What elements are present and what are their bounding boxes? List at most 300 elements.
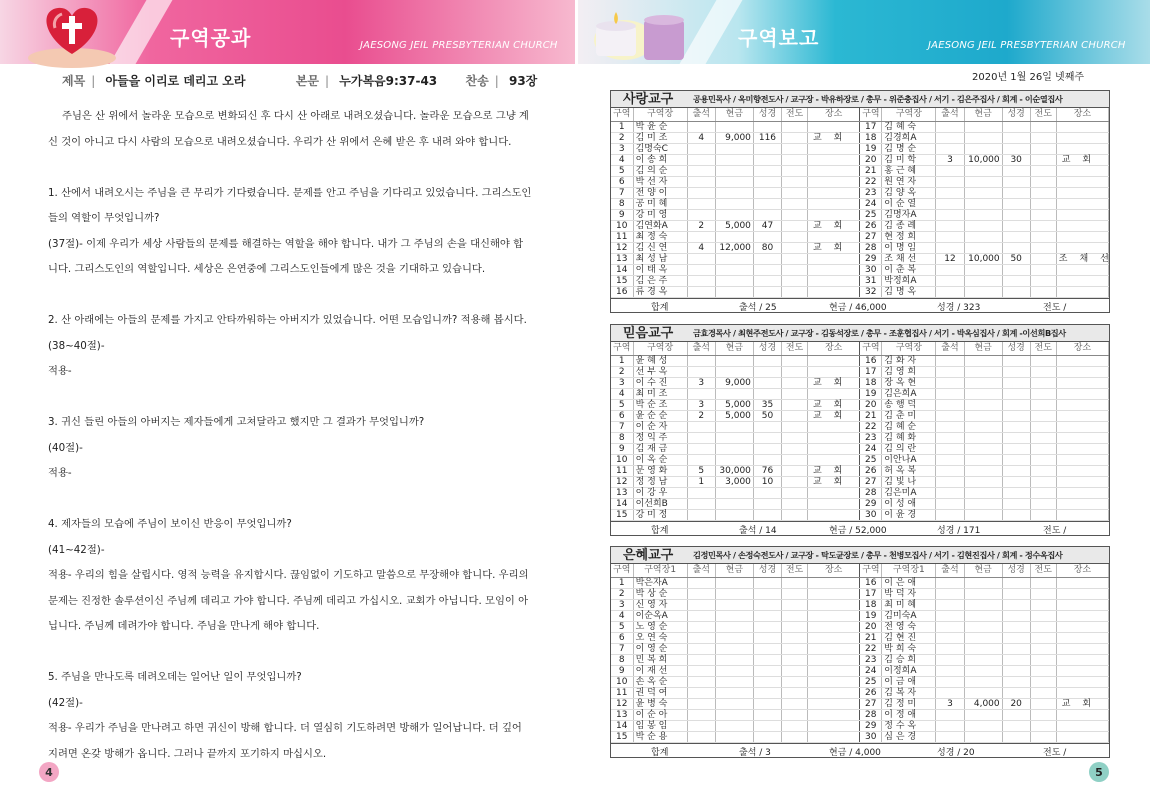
cell-att <box>936 632 964 643</box>
cell-evan <box>1030 377 1056 388</box>
cell-bible <box>1002 643 1030 654</box>
column-header: 구역 <box>611 564 633 577</box>
cell-att <box>936 410 964 421</box>
cell-att <box>687 676 715 687</box>
cell-no: 18 <box>860 377 882 388</box>
lesson-page <box>0 64 575 792</box>
cell-evan <box>1030 621 1056 632</box>
lesson-line: 적용- 우리의 힘을 살립시다. 영적 능력을 유지합시다. 끊임없이 기도하고 말씀으로 무장해야 합니다. 우리의 <box>48 569 529 581</box>
cell-place <box>1056 454 1108 465</box>
cell-leader: 박 상 순 <box>633 588 687 599</box>
cell-leader: 이 성 애 <box>882 498 936 509</box>
table-row <box>611 731 1109 742</box>
cell-evan <box>1030 165 1056 176</box>
cell-att <box>687 187 715 198</box>
cell-cash <box>715 588 753 599</box>
cell-place <box>808 610 860 621</box>
cell-no: 10 <box>611 676 633 687</box>
table-row <box>611 143 1109 154</box>
cell-att <box>687 421 715 432</box>
cell-att <box>936 588 964 599</box>
cell-place <box>1056 242 1108 253</box>
cell-place <box>1056 366 1108 377</box>
cell-att <box>936 286 964 297</box>
cell-leader: 이 순 아 <box>633 709 687 720</box>
cell-att <box>936 231 964 242</box>
cell-evan <box>1030 198 1056 209</box>
cell-att <box>936 264 964 275</box>
column-header: 성경 <box>753 108 781 121</box>
cell-bible <box>753 676 781 687</box>
cell-leader: 이 춘 복 <box>882 264 936 275</box>
cell-no: 27 <box>860 698 882 709</box>
table-row <box>611 165 1109 176</box>
table-row <box>611 621 1109 632</box>
column-header: 구역장 <box>633 342 687 355</box>
table-row <box>611 209 1109 220</box>
cell-cash <box>715 599 753 610</box>
district-totals <box>611 298 1109 312</box>
cell-att <box>687 388 715 399</box>
cell-no: 27 <box>860 476 882 487</box>
cell-no: 29 <box>860 720 882 731</box>
table-row <box>611 632 1109 643</box>
cell-no: 1 <box>611 121 633 132</box>
cell-place <box>808 720 860 731</box>
cell-bible <box>753 443 781 454</box>
cell-cash: 30,000 <box>715 465 753 476</box>
cell-cash <box>715 432 753 443</box>
table-row <box>611 242 1109 253</box>
cell-leader: 박정희A <box>882 275 936 286</box>
cell-place <box>808 421 860 432</box>
cell-cash <box>964 676 1002 687</box>
cell-place <box>1056 476 1108 487</box>
cell-evan <box>1030 487 1056 498</box>
cell-leader: 김명자A <box>882 209 936 220</box>
cell-evan <box>1030 421 1056 432</box>
cell-att <box>687 720 715 731</box>
cell-place <box>808 231 860 242</box>
cell-att <box>687 698 715 709</box>
cell-bible <box>1002 355 1030 366</box>
cell-leader: 원 연 자 <box>882 176 936 187</box>
cell-bible <box>753 632 781 643</box>
cell-bible <box>753 665 781 676</box>
cell-bible <box>753 154 781 165</box>
cell-cash <box>964 176 1002 187</box>
cell-leader: 이 정 애 <box>882 709 936 720</box>
total-cash: 현금 / 4,000 <box>829 747 881 758</box>
cell-cash <box>715 198 753 209</box>
cell-place <box>1056 687 1108 698</box>
cell-place <box>808 366 860 377</box>
cell-no: 20 <box>860 399 882 410</box>
cell-leader: 김은희A <box>882 388 936 399</box>
cell-att <box>936 399 964 410</box>
column-header: 전도 <box>781 342 807 355</box>
cell-cash: 3,000 <box>715 476 753 487</box>
cell-leader: 선 부 옥 <box>633 366 687 377</box>
cell-no: 15 <box>611 731 633 742</box>
cell-no: 15 <box>611 509 633 520</box>
cell-leader: 김미숙A <box>882 610 936 621</box>
cell-place <box>808 432 860 443</box>
cell-bible <box>1002 187 1030 198</box>
cell-bible <box>753 654 781 665</box>
cell-cash <box>715 577 753 588</box>
cell-place <box>1056 220 1108 231</box>
cell-place <box>1056 720 1108 731</box>
cell-leader: 김 미 조 <box>633 132 687 143</box>
cell-leader: 김 신 연 <box>633 242 687 253</box>
table-row <box>611 264 1109 275</box>
cell-evan <box>781 198 807 209</box>
lesson-line: 5. 주님을 만나도록 데려오데는 일어난 일이 무엇입니까? <box>48 671 302 683</box>
table-row <box>611 487 1109 498</box>
cell-bible <box>753 275 781 286</box>
cell-leader: 강 미 정 <box>633 509 687 520</box>
district-eunhye <box>610 546 1110 758</box>
column-header: 장소 <box>1056 564 1108 577</box>
cell-att <box>687 621 715 632</box>
cell-bible <box>753 621 781 632</box>
cell-no: 6 <box>611 632 633 643</box>
cell-bible: 35 <box>753 399 781 410</box>
cell-att <box>936 720 964 731</box>
cell-leader: 김연화A <box>633 220 687 231</box>
cell-leader: 이정희A <box>882 665 936 676</box>
cell-att <box>936 487 964 498</box>
cell-bible <box>1002 487 1030 498</box>
cell-att <box>936 275 964 286</box>
cell-bible <box>1002 454 1030 465</box>
column-header: 현금 <box>715 342 753 355</box>
cell-leader: 김 종 례 <box>882 220 936 231</box>
cell-leader: 전 영 숙 <box>882 621 936 632</box>
cell-no: 11 <box>611 465 633 476</box>
table-row <box>611 132 1109 143</box>
cell-evan <box>1030 709 1056 720</box>
cell-evan <box>1030 253 1056 264</box>
column-header: 구역 <box>611 342 633 355</box>
cell-att <box>936 388 964 399</box>
cell-leader: 이 태 옥 <box>633 264 687 275</box>
cell-leader: 신 영 자 <box>633 599 687 610</box>
column-header: 구역장 <box>882 108 936 121</box>
cell-evan <box>781 176 807 187</box>
column-header: 전도 <box>781 564 807 577</box>
total-bible: 성경 / 171 <box>937 525 981 536</box>
cell-bible <box>753 366 781 377</box>
lesson-line: 2. 산 아래에는 아들의 문제를 가지고 안타까워하는 아버지가 있었습니다. 어떤 모습입니까? 적용해 봅시다. <box>48 314 527 326</box>
district-name: 믿음교구 <box>623 326 674 341</box>
cell-cash <box>964 264 1002 275</box>
cell-evan <box>1030 410 1056 421</box>
cell-no: 6 <box>611 410 633 421</box>
lesson-passage: 누가복음9:37-43 <box>339 74 438 88</box>
cell-cash <box>964 121 1002 132</box>
table-row <box>611 465 1109 476</box>
cell-att <box>687 643 715 654</box>
cell-leader: 김 양 옥 <box>882 187 936 198</box>
cell-bible <box>1002 577 1030 588</box>
cell-leader: 최 정 숙 <box>633 231 687 242</box>
cell-no: 4 <box>611 154 633 165</box>
cell-cash <box>964 143 1002 154</box>
cell-att <box>687 665 715 676</box>
lesson-line: (40절)- <box>48 441 83 454</box>
cell-no: 10 <box>611 220 633 231</box>
cell-cash <box>964 498 1002 509</box>
cell-cash <box>715 687 753 698</box>
cell-bible: 80 <box>753 242 781 253</box>
cell-evan <box>1030 443 1056 454</box>
cell-att <box>936 509 964 520</box>
total-label: 합계 <box>651 525 669 536</box>
cell-evan <box>1030 121 1056 132</box>
cell-leader: 심 은 경 <box>882 731 936 742</box>
table-row <box>611 698 1109 709</box>
cell-leader: 장 옥 현 <box>882 377 936 388</box>
right-banner-title: 구역보고 <box>738 26 820 50</box>
cell-bible <box>753 198 781 209</box>
cell-att <box>687 253 715 264</box>
cell-att <box>687 275 715 286</box>
cell-no: 26 <box>860 687 882 698</box>
cell-bible <box>1002 421 1030 432</box>
cell-place <box>1056 410 1108 421</box>
cell-bible <box>1002 231 1030 242</box>
cell-place <box>1056 286 1108 297</box>
cell-att <box>936 676 964 687</box>
cell-no: 25 <box>860 209 882 220</box>
cell-no: 16 <box>860 577 882 588</box>
cell-bible <box>753 687 781 698</box>
cell-place <box>1056 610 1108 621</box>
lesson-line: (38~40절)- <box>48 339 105 352</box>
table-row <box>611 421 1109 432</box>
cell-no: 9 <box>611 665 633 676</box>
cell-leader: 강 미 영 <box>633 209 687 220</box>
cell-bible <box>1002 654 1030 665</box>
page-number-right: 5 <box>1089 762 1109 782</box>
total-label: 합계 <box>651 747 669 758</box>
table-row <box>611 220 1109 231</box>
cell-evan <box>1030 588 1056 599</box>
cell-evan <box>781 621 807 632</box>
cell-cash <box>964 588 1002 599</box>
column-header: 성경 <box>1002 108 1030 121</box>
column-header: 장소 <box>1056 342 1108 355</box>
cell-bible <box>1002 176 1030 187</box>
cell-cash <box>715 143 753 154</box>
cell-bible <box>1002 632 1030 643</box>
column-header: 전도 <box>1030 564 1056 577</box>
cell-evan <box>1030 599 1056 610</box>
cell-place: 교회 <box>808 410 860 421</box>
cell-no: 16 <box>860 355 882 366</box>
table-row <box>611 154 1109 165</box>
table-row <box>611 476 1109 487</box>
cell-evan <box>781 577 807 588</box>
blank-line <box>48 385 548 411</box>
table-row <box>611 577 1109 588</box>
cell-cash <box>715 154 753 165</box>
cell-att <box>687 709 715 720</box>
cell-cash <box>715 643 753 654</box>
cell-no: 12 <box>611 698 633 709</box>
lesson-title-row <box>62 72 537 89</box>
cell-evan <box>781 165 807 176</box>
table-row <box>611 377 1109 388</box>
cell-bible <box>753 498 781 509</box>
district-table <box>611 342 1109 521</box>
cell-bible <box>1002 709 1030 720</box>
cell-leader: 윤 순 순 <box>633 410 687 421</box>
cell-no: 14 <box>611 498 633 509</box>
cell-evan <box>781 588 807 599</box>
cell-cash <box>964 399 1002 410</box>
heart-cross-hands-icon <box>22 2 122 62</box>
cell-evan <box>781 720 807 731</box>
cell-no: 11 <box>611 687 633 698</box>
cell-place <box>808 599 860 610</box>
cell-bible <box>753 487 781 498</box>
column-header: 구역장 <box>633 108 687 121</box>
cell-evan <box>1030 610 1056 621</box>
cell-evan <box>1030 366 1056 377</box>
cell-place <box>1056 643 1108 654</box>
cell-place: 교회 <box>808 465 860 476</box>
cell-att <box>936 377 964 388</box>
cell-no: 26 <box>860 465 882 476</box>
cell-leader: 오 연 숙 <box>633 632 687 643</box>
cell-att: 5 <box>687 465 715 476</box>
cell-no: 29 <box>860 498 882 509</box>
table-row <box>611 454 1109 465</box>
cell-att <box>687 731 715 742</box>
table-row <box>611 275 1109 286</box>
cell-no: 20 <box>860 154 882 165</box>
cell-cash <box>715 355 753 366</box>
table-row <box>611 410 1109 421</box>
cell-evan <box>781 432 807 443</box>
lesson-line: 니다. 그리스도인의 역할입니다. 세상은 은연중에 그리스도인들에게 많은 것을 기대하고 있습니다. <box>48 263 486 275</box>
cell-cash <box>964 132 1002 143</box>
cell-cash <box>715 253 753 264</box>
cell-leader: 노 영 순 <box>633 621 687 632</box>
lesson-line: 1. 산에서 내려오시는 주님을 큰 무리가 기다렸습니다. 문제를 안고 주님을 기다리고 있었습니다. 그리스도인 <box>48 186 532 199</box>
cell-evan <box>1030 399 1056 410</box>
table-row <box>611 176 1109 187</box>
cell-att <box>687 654 715 665</box>
cell-no: 8 <box>611 654 633 665</box>
column-header: 구역 <box>860 342 882 355</box>
cell-place <box>1056 377 1108 388</box>
cell-place <box>808 286 860 297</box>
cell-att <box>687 165 715 176</box>
cell-leader: 김 재 금 <box>633 443 687 454</box>
cell-cash <box>964 643 1002 654</box>
lesson-line: (42절)- <box>48 696 83 709</box>
cell-bible: 30 <box>1002 154 1030 165</box>
cell-evan <box>1030 176 1056 187</box>
lesson-body <box>48 104 548 767</box>
cell-leader: 박 윤 순 <box>633 121 687 132</box>
cell-place <box>808 687 860 698</box>
cell-bible <box>753 264 781 275</box>
cell-cash <box>715 231 753 242</box>
cell-cash <box>715 421 753 432</box>
cell-leader: 김 혜 숙 <box>882 121 936 132</box>
cell-att <box>936 465 964 476</box>
cell-no: 9 <box>611 209 633 220</box>
total-bible: 성경 / 20 <box>937 747 975 758</box>
column-header-row <box>611 108 1109 121</box>
cell-no: 31 <box>860 275 882 286</box>
cell-bible <box>753 176 781 187</box>
cell-att <box>936 121 964 132</box>
column-header: 출석 <box>936 564 964 577</box>
cell-evan <box>781 731 807 742</box>
cell-bible <box>1002 410 1030 421</box>
cell-evan <box>1030 187 1056 198</box>
cell-leader: 박 덕 자 <box>882 588 936 599</box>
column-header: 구역장 <box>882 342 936 355</box>
cell-att: 3 <box>936 154 964 165</box>
cell-bible <box>1002 621 1030 632</box>
cell-place <box>808 176 860 187</box>
cell-cash <box>715 264 753 275</box>
cell-bible <box>1002 443 1030 454</box>
column-header: 출석 <box>687 342 715 355</box>
cell-evan <box>781 632 807 643</box>
cell-evan <box>781 366 807 377</box>
cell-no: 2 <box>611 588 633 599</box>
cell-bible <box>1002 588 1030 599</box>
cell-att <box>936 187 964 198</box>
cell-cash <box>715 665 753 676</box>
cell-att <box>936 731 964 742</box>
cell-place <box>1056 355 1108 366</box>
cell-no: 30 <box>860 731 882 742</box>
cell-evan <box>781 242 807 253</box>
cell-att <box>936 143 964 154</box>
cell-no: 5 <box>611 621 633 632</box>
table-row <box>611 720 1109 731</box>
cell-no: 12 <box>611 242 633 253</box>
cell-att <box>687 264 715 275</box>
cell-no: 20 <box>860 621 882 632</box>
cell-evan <box>1030 577 1056 588</box>
lesson-line: 주님은 산 위에서 놀라운 모습으로 변화되신 후 다시 산 아래로 내려오셨습니다. 놀라운 모습으로 그냥 계 <box>62 110 529 122</box>
cell-evan <box>781 487 807 498</box>
table-row <box>611 509 1109 520</box>
cell-bible <box>753 143 781 154</box>
table-row <box>611 253 1109 264</box>
cell-att <box>936 709 964 720</box>
total-attendance: 출석 / 14 <box>739 525 777 536</box>
cell-att: 12 <box>936 253 964 264</box>
district-table <box>611 564 1109 743</box>
lesson-line: 적용- 우리가 주님을 만나려고 하면 귀신이 방해 합니다. 더 열심히 기도하려면 방해가 일어납니다. 더 깊어 <box>48 722 522 734</box>
cell-evan <box>781 231 807 242</box>
cell-cash <box>964 165 1002 176</box>
title-label: 제목 <box>62 74 86 88</box>
cell-leader: 박 순 용 <box>633 731 687 742</box>
cell-leader: 박 선 자 <box>633 176 687 187</box>
